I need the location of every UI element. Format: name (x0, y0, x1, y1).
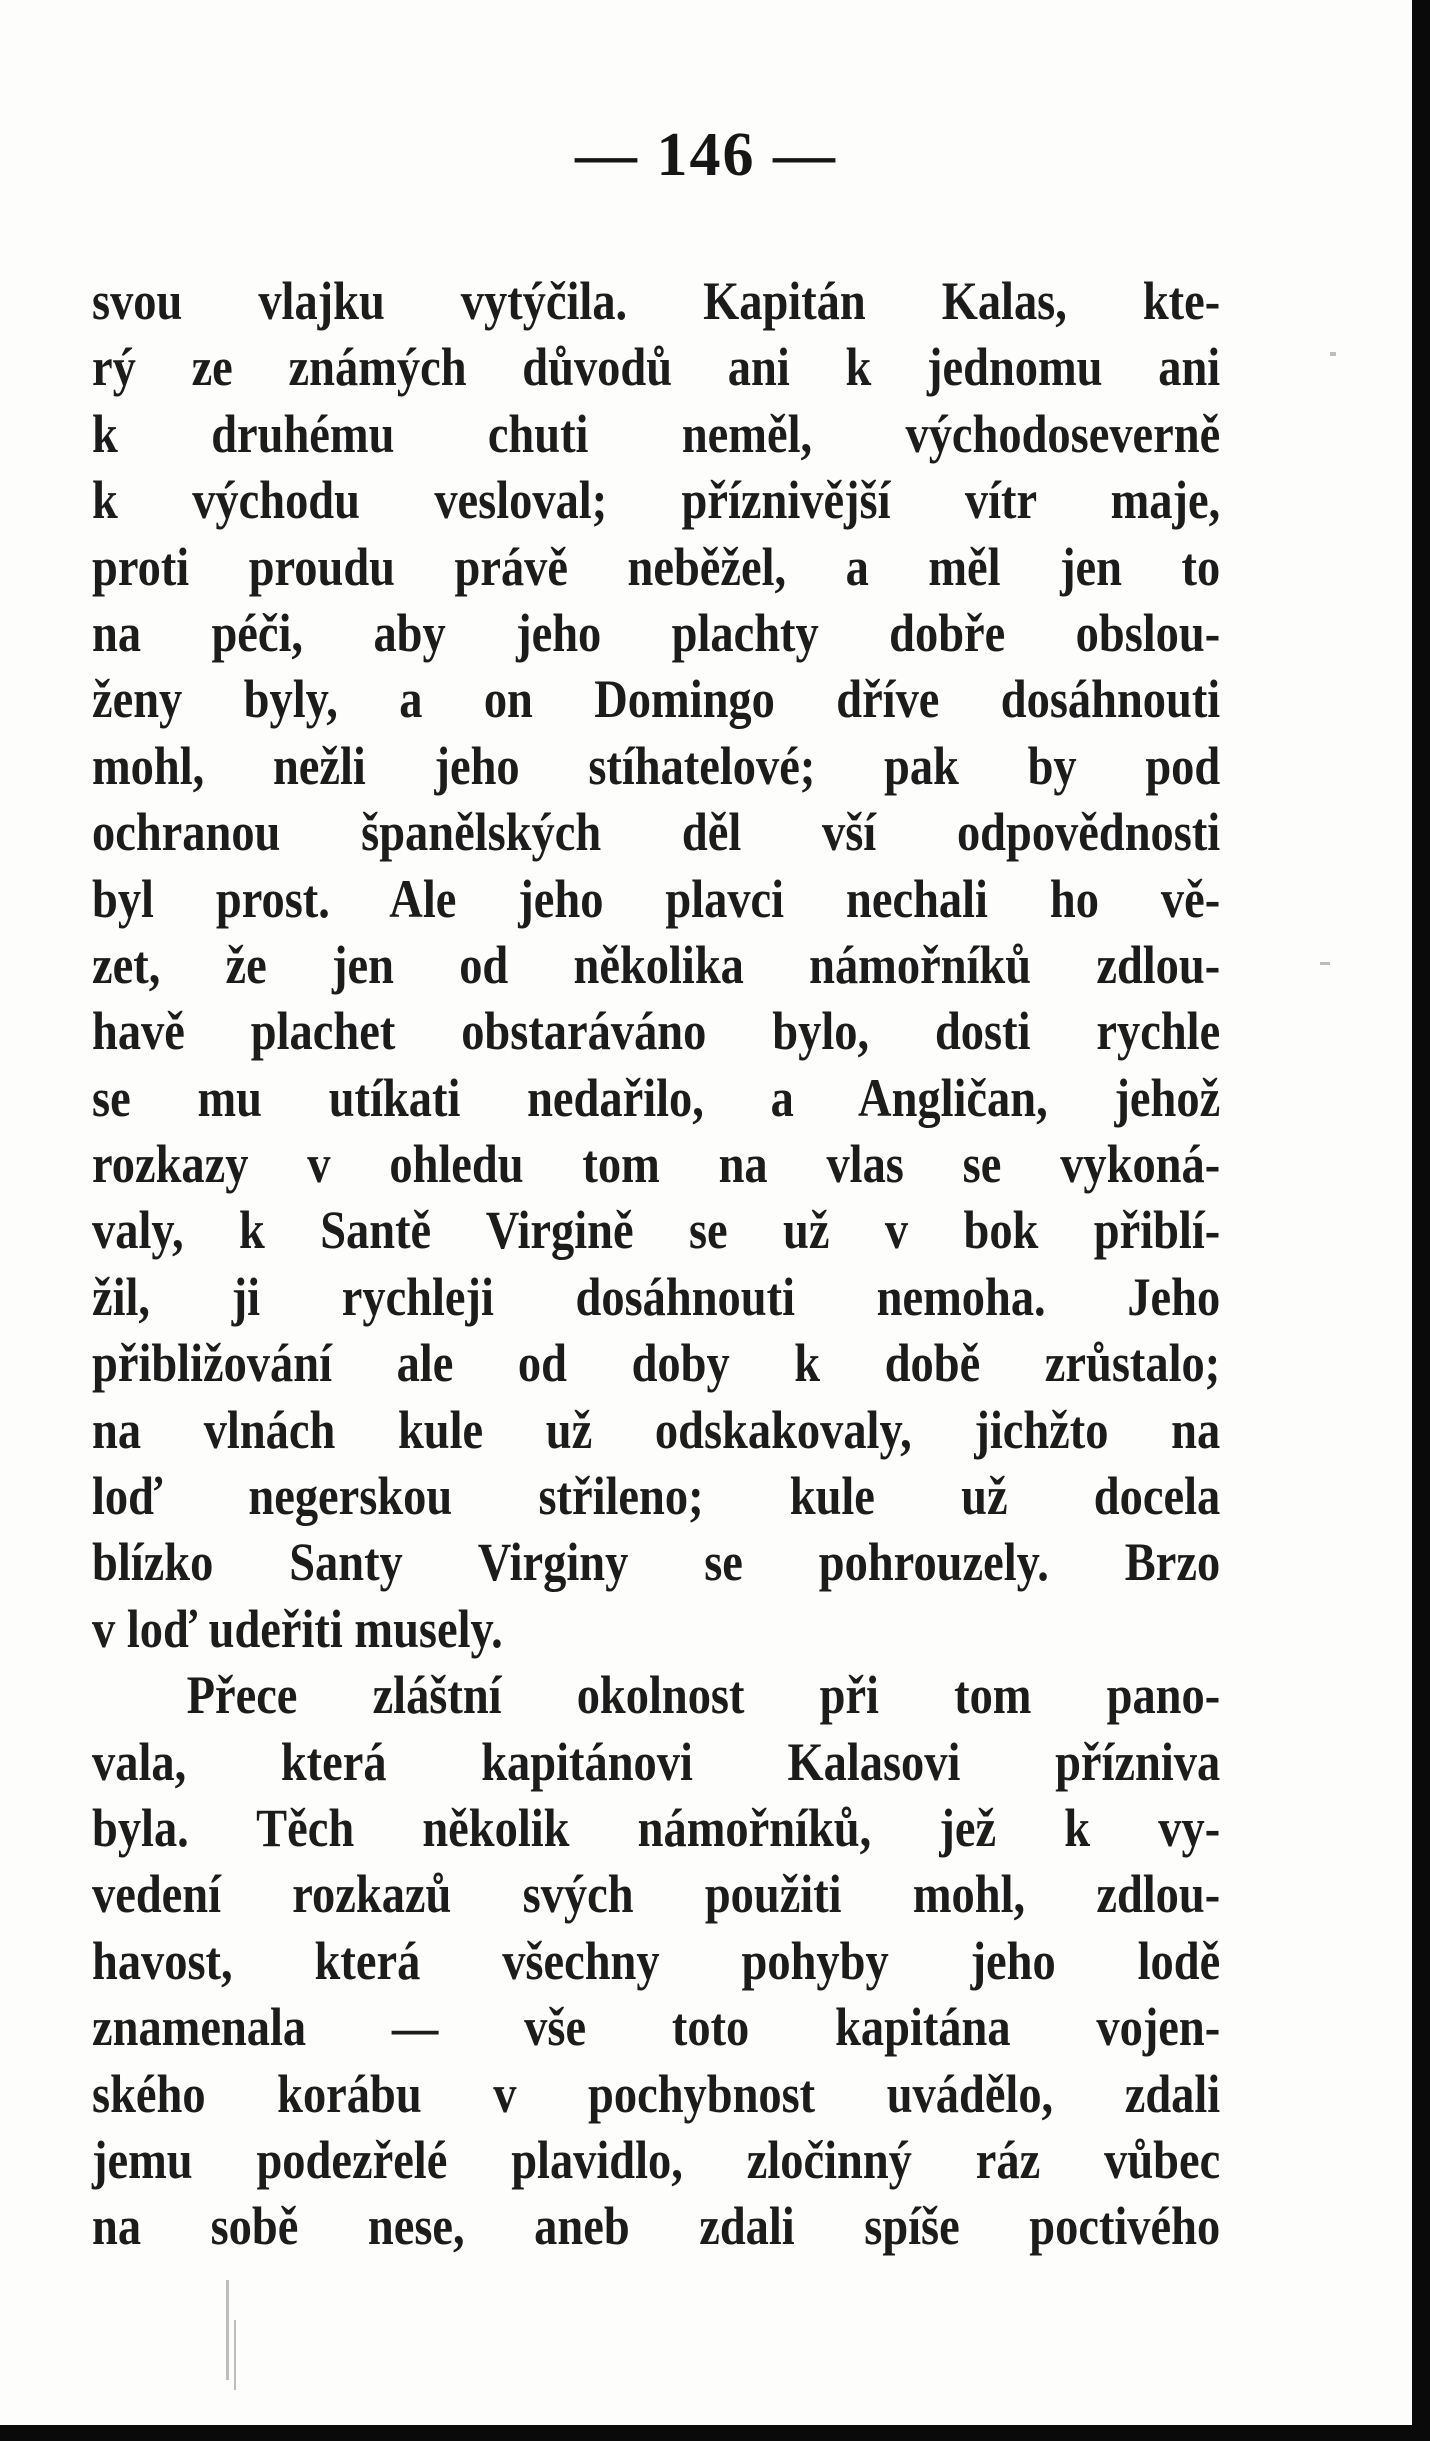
scan-speck (1320, 962, 1330, 965)
text-line: na sobě nese, aneb zdali spíše poctivého (92, 2196, 1221, 2257)
text-line: mohl, nežli jeho stíhatelové; pak by pod (92, 735, 1221, 796)
scan-speck (1330, 352, 1336, 356)
text-line: proti proudu právě neběžel, a měl jen to (92, 536, 1221, 597)
text-line: svou vlajku vytýčila. Kapitán Kalas, kte- (92, 271, 1221, 331)
scan-speck (234, 2320, 236, 2390)
text-line: byla. Těch několik námořníků, jež k vy- (92, 1797, 1221, 1858)
text-line: ochranou španělských děl vší odpovědnosti (92, 802, 1221, 863)
text-line: žil, ji rychleji dosáhnouti nemoha. Jeho (92, 1266, 1221, 1327)
text-line: ského korábu v pochybnost uvádělo, zdali (92, 2063, 1221, 2124)
text-line: blízko Santy Virginy se pohrouzely. Brzo (92, 1532, 1221, 1593)
text-line: na vlnách kule už odskakovaly, jichžto na (92, 1399, 1221, 1460)
body-text (92, 268, 1220, 2260)
text-line: valy, k Santě Virgině se už v bok přiblí- (92, 1200, 1221, 1261)
text-line: havě plachet obstaráváno bylo, dosti rychle (92, 1001, 1221, 1062)
text-line: byl prost. Ale jeho plavci nechali ho vě- (92, 868, 1221, 929)
page-number: — 146 — (575, 121, 837, 189)
text-line: havost, která všechny pohyby jeho lodě (92, 1930, 1221, 1991)
text-line: vedení rozkazů svých použiti mohl, zdlou- (92, 1864, 1221, 1925)
text-line: vala, která kapitánovi Kalasovi přízniva (92, 1731, 1221, 1792)
text-line: rý ze známých důvodů ani k jednomu ani (92, 337, 1221, 398)
scan-speck (226, 2280, 229, 2380)
text-line: na péči, aby jeho plachty dobře obslou- (92, 602, 1221, 663)
text-line: ženy byly, a on Domingo dříve dosáhnouti (92, 669, 1221, 730)
text-line: rozkazy v ohledu tom na vlas se vykoná- (92, 1134, 1221, 1195)
text-line: k východu vesloval; příznivější vítr maje, (92, 470, 1221, 531)
text-line: v loď udeřiti musely. (92, 1598, 503, 1659)
paragraph-first-line: Přece zláštní okolnost při tom pano- (186, 1665, 1221, 1726)
text-line: znamenala — vše toto kapitána vojen- (92, 1997, 1221, 2058)
text-line: zet, že jen od několika námořníků zdlou- (92, 934, 1221, 995)
text-line: jemu podezřelé plavidlo, zločinný ráz vůbec (92, 2129, 1221, 2190)
text-line: loď negerskou střileno; kule už docela (92, 1466, 1221, 1527)
text-line: přibližování ale od doby k době zrůstalo; (92, 1333, 1221, 1394)
text-line: se mu utíkati nedařilo, a Angličan, jehož (92, 1067, 1221, 1128)
text-line: k druhému chuti neměl, východoseverně (92, 403, 1221, 464)
